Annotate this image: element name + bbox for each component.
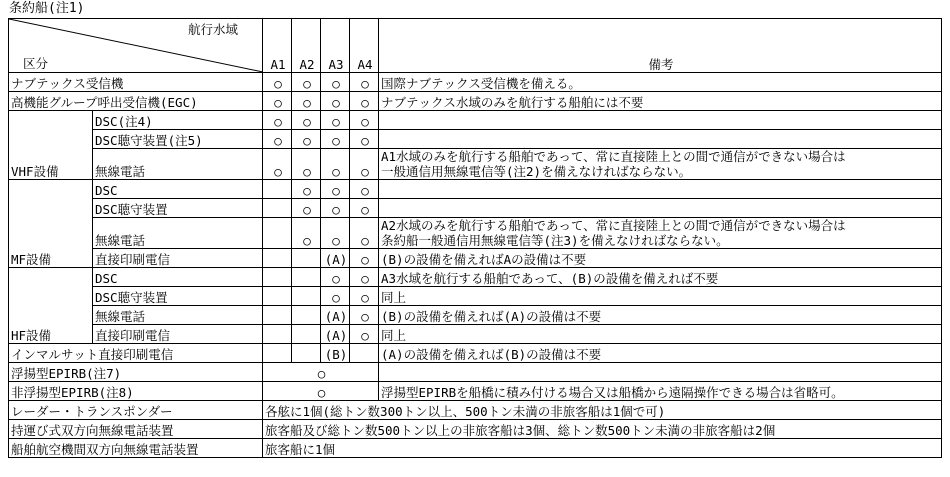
row-label: 船舶航空機間双方向無線電話装置 [9,439,263,458]
remark: ナブテックス水域のみを航行する船舶には不要 [379,92,942,111]
table-row [9,325,942,344]
header-a4: A4 [350,19,379,73]
mark-a2 [292,268,321,287]
table-row [9,420,942,439]
requirement-text: 旅客船に1個 [263,439,942,458]
remark [379,149,942,180]
remark [379,218,942,249]
mark-a1: ○ [263,130,292,149]
remark [379,180,942,199]
row-label: 浮揚型EPIRB(注7) [9,363,263,382]
diagonal-header-cell [9,19,263,73]
mark-a3: ○ [321,130,350,149]
mark-a2 [292,249,321,268]
mark-a1 [263,287,292,306]
table-row [9,344,942,363]
remark: 同上 [379,287,942,306]
remark: (B)の設備を備えればAの設備は不要 [379,249,942,268]
mark-a1 [263,268,292,287]
mark-a4 [350,344,379,363]
header-a2: A2 [292,19,321,73]
mark-a3: (A) [321,249,350,268]
mark-a3: ○ [321,287,350,306]
mark-a4: ○ [350,199,379,218]
mark-a4: ○ [350,287,379,306]
mark-a3: (A) [321,306,350,325]
table-row [9,149,942,180]
group-label-mf: MF設備 [9,180,93,268]
header-remarks: 備考 [379,19,942,73]
row-label: レーダー・トランスポンダー [9,401,263,420]
mark-a1 [263,199,292,218]
table-row [9,73,942,92]
mark-a2 [292,344,321,363]
remark-line: A1水域のみを航行する船舶であって、常に直接陸上との間で通信ができない場合は [381,149,846,164]
mark-a3: ○ [321,149,350,180]
mark-a2: ○ [292,180,321,199]
row-label: 無線電話 [93,218,263,249]
mark-a4: ○ [350,180,379,199]
table-row [9,218,942,249]
mark-a2: ○ [292,218,321,249]
table-row [9,439,942,458]
table-row [9,268,942,287]
mark-all-waters: ○ [263,363,379,382]
remark [379,199,942,218]
mark-a4: ○ [350,306,379,325]
mark-a4: ○ [350,218,379,249]
mark-a3: ○ [321,268,350,287]
mark-a1 [263,180,292,199]
mark-a4: ○ [350,73,379,92]
row-label: DSC(注4) [93,111,263,130]
table-row [9,130,942,149]
mark-a1 [263,344,292,363]
table-row [9,249,942,268]
row-label: 高機能グループ呼出受信機(EGC) [9,92,263,111]
table-row [9,306,942,325]
mark-a1 [263,325,292,344]
group-label-hf: HF設備 [9,268,93,344]
mark-a2: ○ [292,73,321,92]
mark-a1: ○ [263,92,292,111]
remark: 浮揚型EPIRBを船橋に積み付ける場合又は船橋から遠隔操作できる場合は省略可。 [379,382,942,401]
mark-a1 [263,218,292,249]
radio-equipment-table [8,18,942,458]
mark-a2 [292,287,321,306]
group-label-vhf: VHF設備 [9,111,93,180]
remark-line: A2水域のみを航行する船舶であって、常に直接陸上との間で通信ができない場合は [381,218,846,233]
row-label: DSC聴守装置 [93,199,263,218]
table-row [9,382,942,401]
mark-a2 [292,325,321,344]
requirement-text: 旅客船及び総トン数500トン以上の非旅客船は3個、総トン数500トン未満の非旅客船は2個 [263,420,942,439]
mark-a2: ○ [292,111,321,130]
mark-a1 [263,249,292,268]
header-a3: A3 [321,19,350,73]
mark-a3: (B) [321,344,350,363]
remark [379,363,942,382]
table-row [9,401,942,420]
mark-a4: ○ [350,111,379,130]
table-row [9,199,942,218]
mark-a1: ○ [263,111,292,130]
remark: (B)の設備を備えれば(A)の設備は不要 [379,306,942,325]
row-label: DSC [93,180,263,199]
table-row [9,92,942,111]
row-label: DSC聴守装置 [93,287,263,306]
mark-a3: ○ [321,199,350,218]
row-label: 非浮揚型EPIRB(注8) [9,382,263,401]
row-label: 無線電話 [93,306,263,325]
remark [379,111,942,130]
table-caption: 条約船(注1) [9,1,85,16]
mark-a2: ○ [292,92,321,111]
mark-a4: ○ [350,268,379,287]
mark-a4: ○ [350,92,379,111]
mark-a2: ○ [292,130,321,149]
mark-a2: ○ [292,199,321,218]
mark-a3: ○ [321,92,350,111]
mark-a3: ○ [321,218,350,249]
table-row [9,287,942,306]
mark-a4: ○ [350,325,379,344]
row-label: 直接印刷電信 [93,325,263,344]
row-label: ナブテックス受信機 [9,73,263,92]
mark-a1 [263,306,292,325]
row-label: DSC [93,268,263,287]
header-category: 区分 [23,56,49,71]
table-row [9,363,942,382]
header-a1: A1 [263,19,292,73]
mark-a3: ○ [321,180,350,199]
remark [379,130,942,149]
row-label: 無線電話 [93,149,263,180]
remark: 国際ナブテックス受信機を備える。 [379,73,942,92]
row-label: DSC聴守装置(注5) [93,130,263,149]
table-row [9,180,942,199]
row-label: インマルサット直接印刷電信 [9,344,263,363]
remark: A3水域を航行する船舶であって、(B)の設備を備えれば不要 [379,268,942,287]
requirement-text: 各舷に1個(総トン数300トン以上、500トン未満の非旅客船は1個で可) [263,401,942,420]
mark-all-waters: ○ [263,382,379,401]
mark-a3: (A) [321,325,350,344]
mark-a3: ○ [321,111,350,130]
remark-line: 条約船一般通信用無線電信等(注3)を備えなければならない。 [381,233,729,248]
mark-a4: ○ [350,130,379,149]
mark-a4: ○ [350,149,379,180]
table-row [9,111,942,130]
mark-a2 [292,306,321,325]
remark: 同上 [379,325,942,344]
mark-a3: ○ [321,73,350,92]
row-label: 直接印刷電信 [93,249,263,268]
row-label: 持運び式双方向無線電話装置 [9,420,263,439]
header-waters: 航行水域 [187,22,238,37]
header-row [9,19,942,73]
mark-a4: ○ [350,249,379,268]
mark-a2: ○ [292,149,321,180]
mark-a1: ○ [263,73,292,92]
remark: (A)の設備を備えれば(B)の設備は不要 [379,344,942,363]
remark-line: 一般通信用無線電信等(注2)を備えなければならない。 [381,164,692,179]
mark-a1: ○ [263,149,292,180]
